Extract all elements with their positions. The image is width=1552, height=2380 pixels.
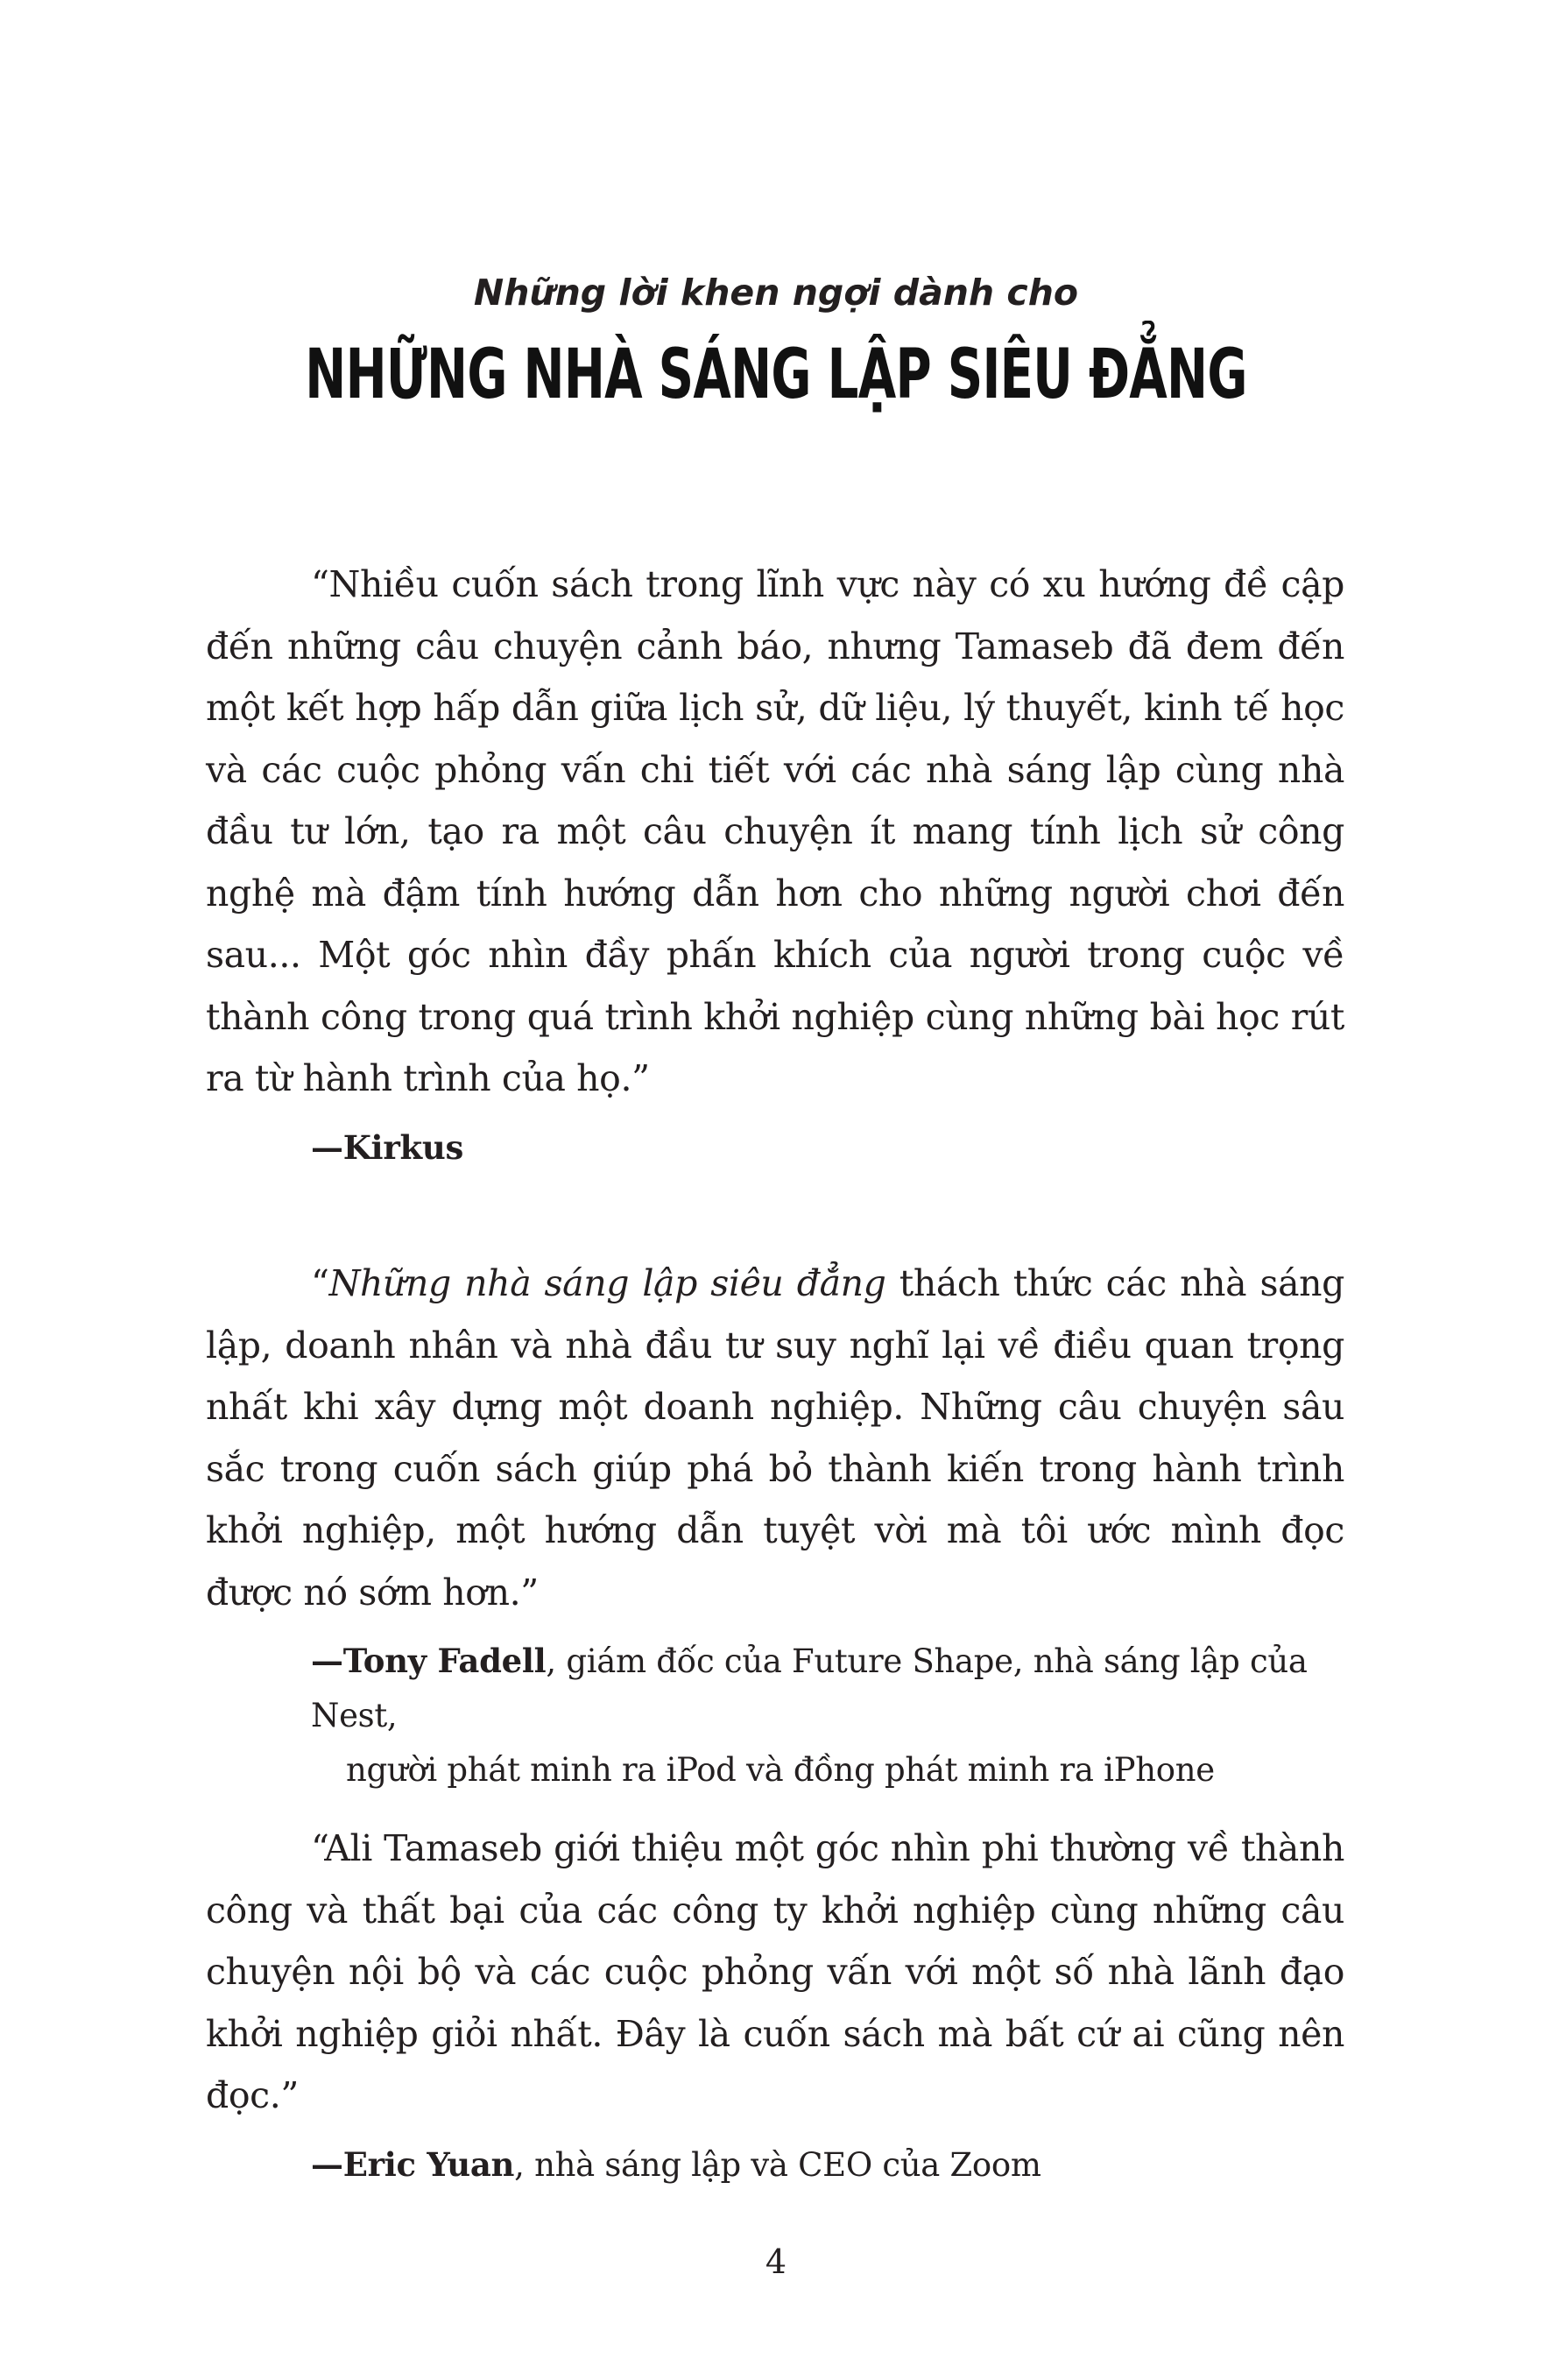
quote-tony-fadell (206, 1253, 1344, 1797)
attribution-detail-continued: người phát minh ra iPod và đồng phát minh ra iPhone (346, 1751, 1215, 1789)
quote-attribution (206, 1634, 1344, 1797)
attribution-name: —Eric Yuan (311, 2144, 515, 2184)
quote-text (206, 1253, 1344, 1623)
book-title-italic: Những nhà sáng lập siêu đẳng (328, 1262, 886, 1304)
quote-kirkus (206, 554, 1344, 1176)
attribution-detail: , nhà sáng lập và CEO của Zoom (514, 2145, 1041, 2184)
praise-subtitle: Những lời khen ngợi dành cho (473, 272, 1079, 314)
attribution-name: —Tony Fadell (311, 1642, 547, 1680)
page-number: 4 (765, 2242, 787, 2281)
quote-attribution (206, 2137, 1344, 2193)
quote-open-mark: “ (311, 1262, 329, 1304)
book-title: NHỮNG NHÀ SÁNG LẬP SIÊU ĐẲNG (305, 335, 1247, 414)
quote-eric-yuan (206, 1818, 1344, 2193)
quote-attribution (206, 1120, 1344, 1176)
attribution-detail: , giám đốc của Future Shape, nhà sáng lập của Nest, (311, 1642, 1308, 1734)
attribution-name: —Kirkus (311, 1127, 463, 1167)
quote-body: thách thức các nhà sáng lập, doanh nhân và nhà đầu tư suy nghĩ lại về điều quan trọng nhất khi xây dựng một doanh nghiệp. Những câu chuyện sâu sắc trong cuốn sách giúp phá bỏ thành kiến trong hành trình khởi nghiệp, một hướng dẫn tuyệt vời mà tôi ước mình đọc được nó sớm hơn.” (206, 1262, 1344, 1614)
quote-text: “Nhiều cuốn sách trong lĩnh vực này có xu hướng đề cập đến những câu chuyện cảnh báo, nhưng Tamaseb đã đem đến một kết hợp hấp dẫn giữa lịch sử, dữ liệu, lý thuyết, kinh tế học và các cuộc phỏng vấn chi tiết với các nhà sáng lập cùng nhà đầu tư lớn, tạo ra một câu chuyện ít mang tính lịch sử công nghệ mà đậm tính hướng dẫn hơn cho những người chơi đến sau... Một góc nhìn đầy phấn khích của người trong cuộc về thành công trong quá trình khởi nghiệp cùng những bài học rút ra từ hành trình của họ.” (206, 563, 1344, 1099)
quote-text: “Ali Tamaseb giới thiệu một góc nhìn phi thường về thành công và thất bại của các công ty khởi nghiệp cùng những câu chuyện nội bộ và các cuộc phỏng vấn với một số nhà lãnh đạo khởi nghiệp giỏi nhất. Đây là cuốn sách mà bất cứ ai cũng nên đọc.” (206, 1827, 1344, 2116)
